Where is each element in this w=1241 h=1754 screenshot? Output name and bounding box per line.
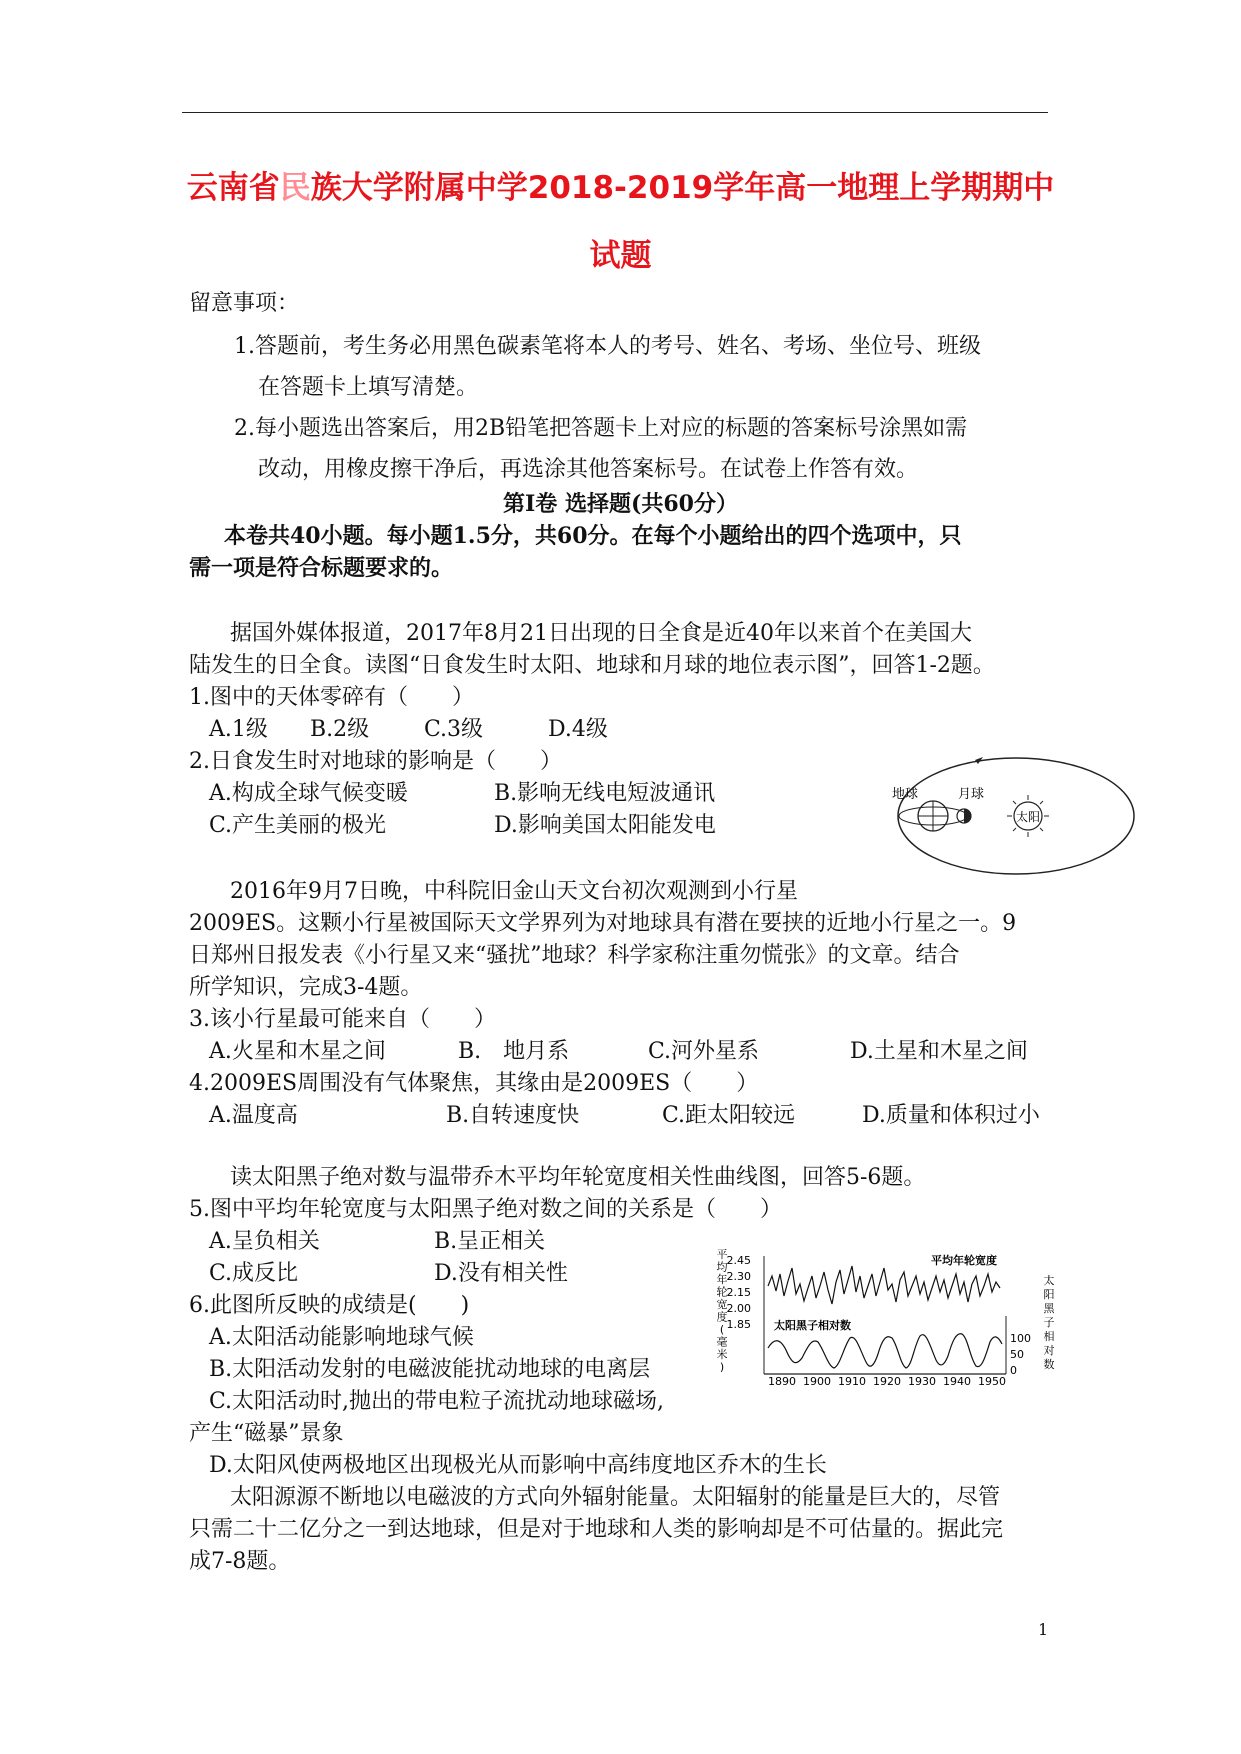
q4-stem: 4.2009ES周围没有气体聚焦，其缘由是2009ES（ ） [189,1071,759,1096]
q6-option-d: D.太阳风使两极地区出现极光从而影响中高纬度地区乔木的生长 [209,1453,827,1478]
passage1-line2: 陆发生的日全食。读图“日食发生时太阳、地球和月球的地位表示图”，回答1-2题。 [189,653,995,678]
series-label-ring-width: 平均年轮宽度 [931,1254,997,1267]
q6-option-c-line2: 产生“磁暴”景象 [189,1421,344,1446]
eclipse-position-diagram [888,748,1138,878]
y-right-tick-2: 0 [1010,1364,1017,1377]
passage3-line1: 读太阳黑子绝对数与温带乔木平均年轮宽度相关性曲线图，回答5-6题。 [230,1165,926,1190]
left-axis-label-char: 平 [716,1248,728,1261]
header-rule [182,112,1048,113]
notice-item1-line2: 在答题卡上填写清楚。 [258,375,479,400]
passage2-line3: 日郑州日报发表《小行星又来“骚扰”地球？科学家称注重勿慌张》的文章。结合 [189,943,960,968]
q4-option-d: D.质量和体积过小 [862,1103,1040,1128]
doc-title-line1: 云南省民族大学附属中学2018-2019学年高一地理上学期期中 [186,170,1055,206]
notice-item2-line1: 2.每小题选出答案后，用2B铅笔把答题卡上对应的标题的答案标号涂黑如需 [234,416,968,441]
section-title: 第Ⅰ卷 选择题(共60分） [503,491,738,517]
left-axis-label-char: 均 [716,1260,728,1274]
left-axis-label-char: 轮 [716,1285,728,1299]
left-axis-label-char: 毫 [716,1335,728,1349]
sunspot-treering-chart [716,1246,1056,1386]
left-axis-label-char: 米 [716,1348,728,1361]
passage2-line1: 2016年9月7日晚，中科院旧金山天文台初次观测到小行星 [230,879,798,904]
left-axis-label-char: ) [719,1360,725,1374]
q5-option-a: A.呈负相关 [209,1229,320,1254]
passage2-line2: 2009ES。这颗小行星被国际天文学界列为对地球具有潜在要挟的近地小行星之一。9 [189,911,1017,936]
x-tick-5: 1940 [943,1375,971,1386]
q3-option-d: D.土星和木星之间 [850,1039,1028,1064]
label-earth: 地球 [892,787,919,802]
q1-option-c: C.3级 [424,717,484,742]
q2-option-a: A.构成全球气候变暖 [209,781,408,806]
y-left-tick-2: 2.15 [726,1286,751,1299]
left-axis-label-char: 年 [716,1273,728,1286]
section-instructions-line2: 需一项是符合标题要求的。 [189,555,454,581]
left-axis-label-char: 度 [716,1310,728,1324]
y-left-tick-4: 1.85 [726,1318,751,1331]
x-tick-6: 1950 [978,1375,1006,1386]
right-axis-label-char: 对 [1043,1344,1055,1357]
label-moon: 月球 [958,787,985,802]
sunspot-curve [768,1334,1002,1368]
q6-option-a: A.太阳活动能影响地球气候 [209,1325,474,1350]
x-tick-4: 1930 [908,1375,936,1386]
q5-option-c: C.成反比 [209,1261,299,1286]
passage4-line1: 太阳源源不断地以电磁波的方式向外辐射能量。太阳辐射的能量是巨大的，尽管 [230,1485,1001,1510]
label-sun: 太阳 [1016,810,1041,824]
q3-stem: 3.该小行星最可能来自（ ） [189,1007,496,1032]
right-axis-label [1044,1273,1056,1371]
q6-option-c-line1: C.太阳活动时,抛出的带电粒子流扰动地球磁场, [209,1389,665,1414]
q2-option-c: C.产生美丽的极光 [209,813,387,838]
q5-stem: 5.图中平均年轮宽度与太阳黑子绝对数之间的关系是（ ） [189,1197,782,1222]
right-axis-label-char: 数 [1043,1358,1055,1371]
q1-stem: 1.图中的天体零碎有（ ） [189,685,474,710]
page-number: 1 [1038,1620,1049,1639]
q3-option-a: A.火星和木星之间 [209,1039,386,1064]
x-tick-1: 1900 [803,1375,831,1386]
left-axis-label-char: ( [719,1323,725,1336]
notice-item1-line1: 1.答题前，考生务必用黑色碳素笔将本人的考号、姓名、考场、坐位号、班级 [234,334,981,359]
passage2-line4: 所学知识，完成3-4题。 [189,975,423,1000]
passage1-line1: 据国外媒体报道，2017年8月21日出现的日全食是近40年以来首个在美国大 [230,621,972,646]
q2-option-b: B.影响无线电短波通讯 [494,781,716,806]
series-label-sunspot: 太阳黑子相对数 [774,1319,851,1332]
q4-option-a: A.温度高 [209,1103,298,1128]
notice-item2-line2: 改动，用橡皮擦干净后，再选涂其他答案标号。在试卷上作答有效。 [258,457,919,482]
right-axis-label-char: 子 [1043,1316,1055,1329]
y-right-tick-0: 100 [1010,1332,1031,1345]
y-left-tick-0: 2.45 [726,1254,751,1267]
x-tick-0: 1890 [768,1375,796,1386]
q6-option-b: B.太阳活动发射的电磁波能扰动地球的电离层 [209,1357,651,1382]
right-axis-label-char: 相 [1043,1330,1055,1343]
section-instructions-line1: 本卷共40小题。每小题1.5分，共60分。在每个小题给出的四个选项中，只 [224,523,962,549]
right-axis-label-char: 阳 [1043,1288,1055,1301]
y-left-tick-3: 2.00 [726,1302,751,1315]
y-right-tick-1: 50 [1010,1348,1024,1361]
right-axis-label-char: 黑 [1043,1302,1055,1315]
y-left-tick-1: 2.30 [726,1270,751,1283]
passage4-line2: 只需二十二亿分之一到达地球，但是对于地球和人类的影响却是不可估量的。据此完 [189,1517,1004,1542]
q1-option-d: D.4级 [548,717,608,742]
q3-option-b: B. 地月系 [458,1039,570,1064]
doc-title-line2: 试题 [589,238,652,274]
ring-width-curve [768,1266,1000,1304]
right-axis-label-char: 太 [1043,1274,1055,1287]
left-axis-label-char: 宽 [716,1298,728,1311]
q4-option-b: B.自转速度快 [446,1103,580,1128]
passage4-line3: 成7-8题。 [189,1549,291,1574]
q6-stem: 6.此图所反映的成绩是( ) [189,1293,470,1318]
q1-option-b: B.2级 [310,717,370,742]
notice-heading: 留意事项： [189,291,300,316]
q5-option-b: B.呈正相关 [434,1229,546,1254]
x-tick-3: 1920 [873,1375,901,1386]
q5-option-d: D.没有相关性 [434,1261,568,1286]
q2-stem: 2.日食发生时对地球的影响是（ ） [189,749,562,774]
q1-option-a: A.1级 [209,717,268,742]
q2-option-d: D.影响美国太阳能发电 [494,813,716,838]
q4-option-c: C.距太阳较远 [662,1103,796,1128]
q3-option-c: C.河外星系 [648,1039,760,1064]
x-tick-2: 1910 [838,1375,866,1386]
